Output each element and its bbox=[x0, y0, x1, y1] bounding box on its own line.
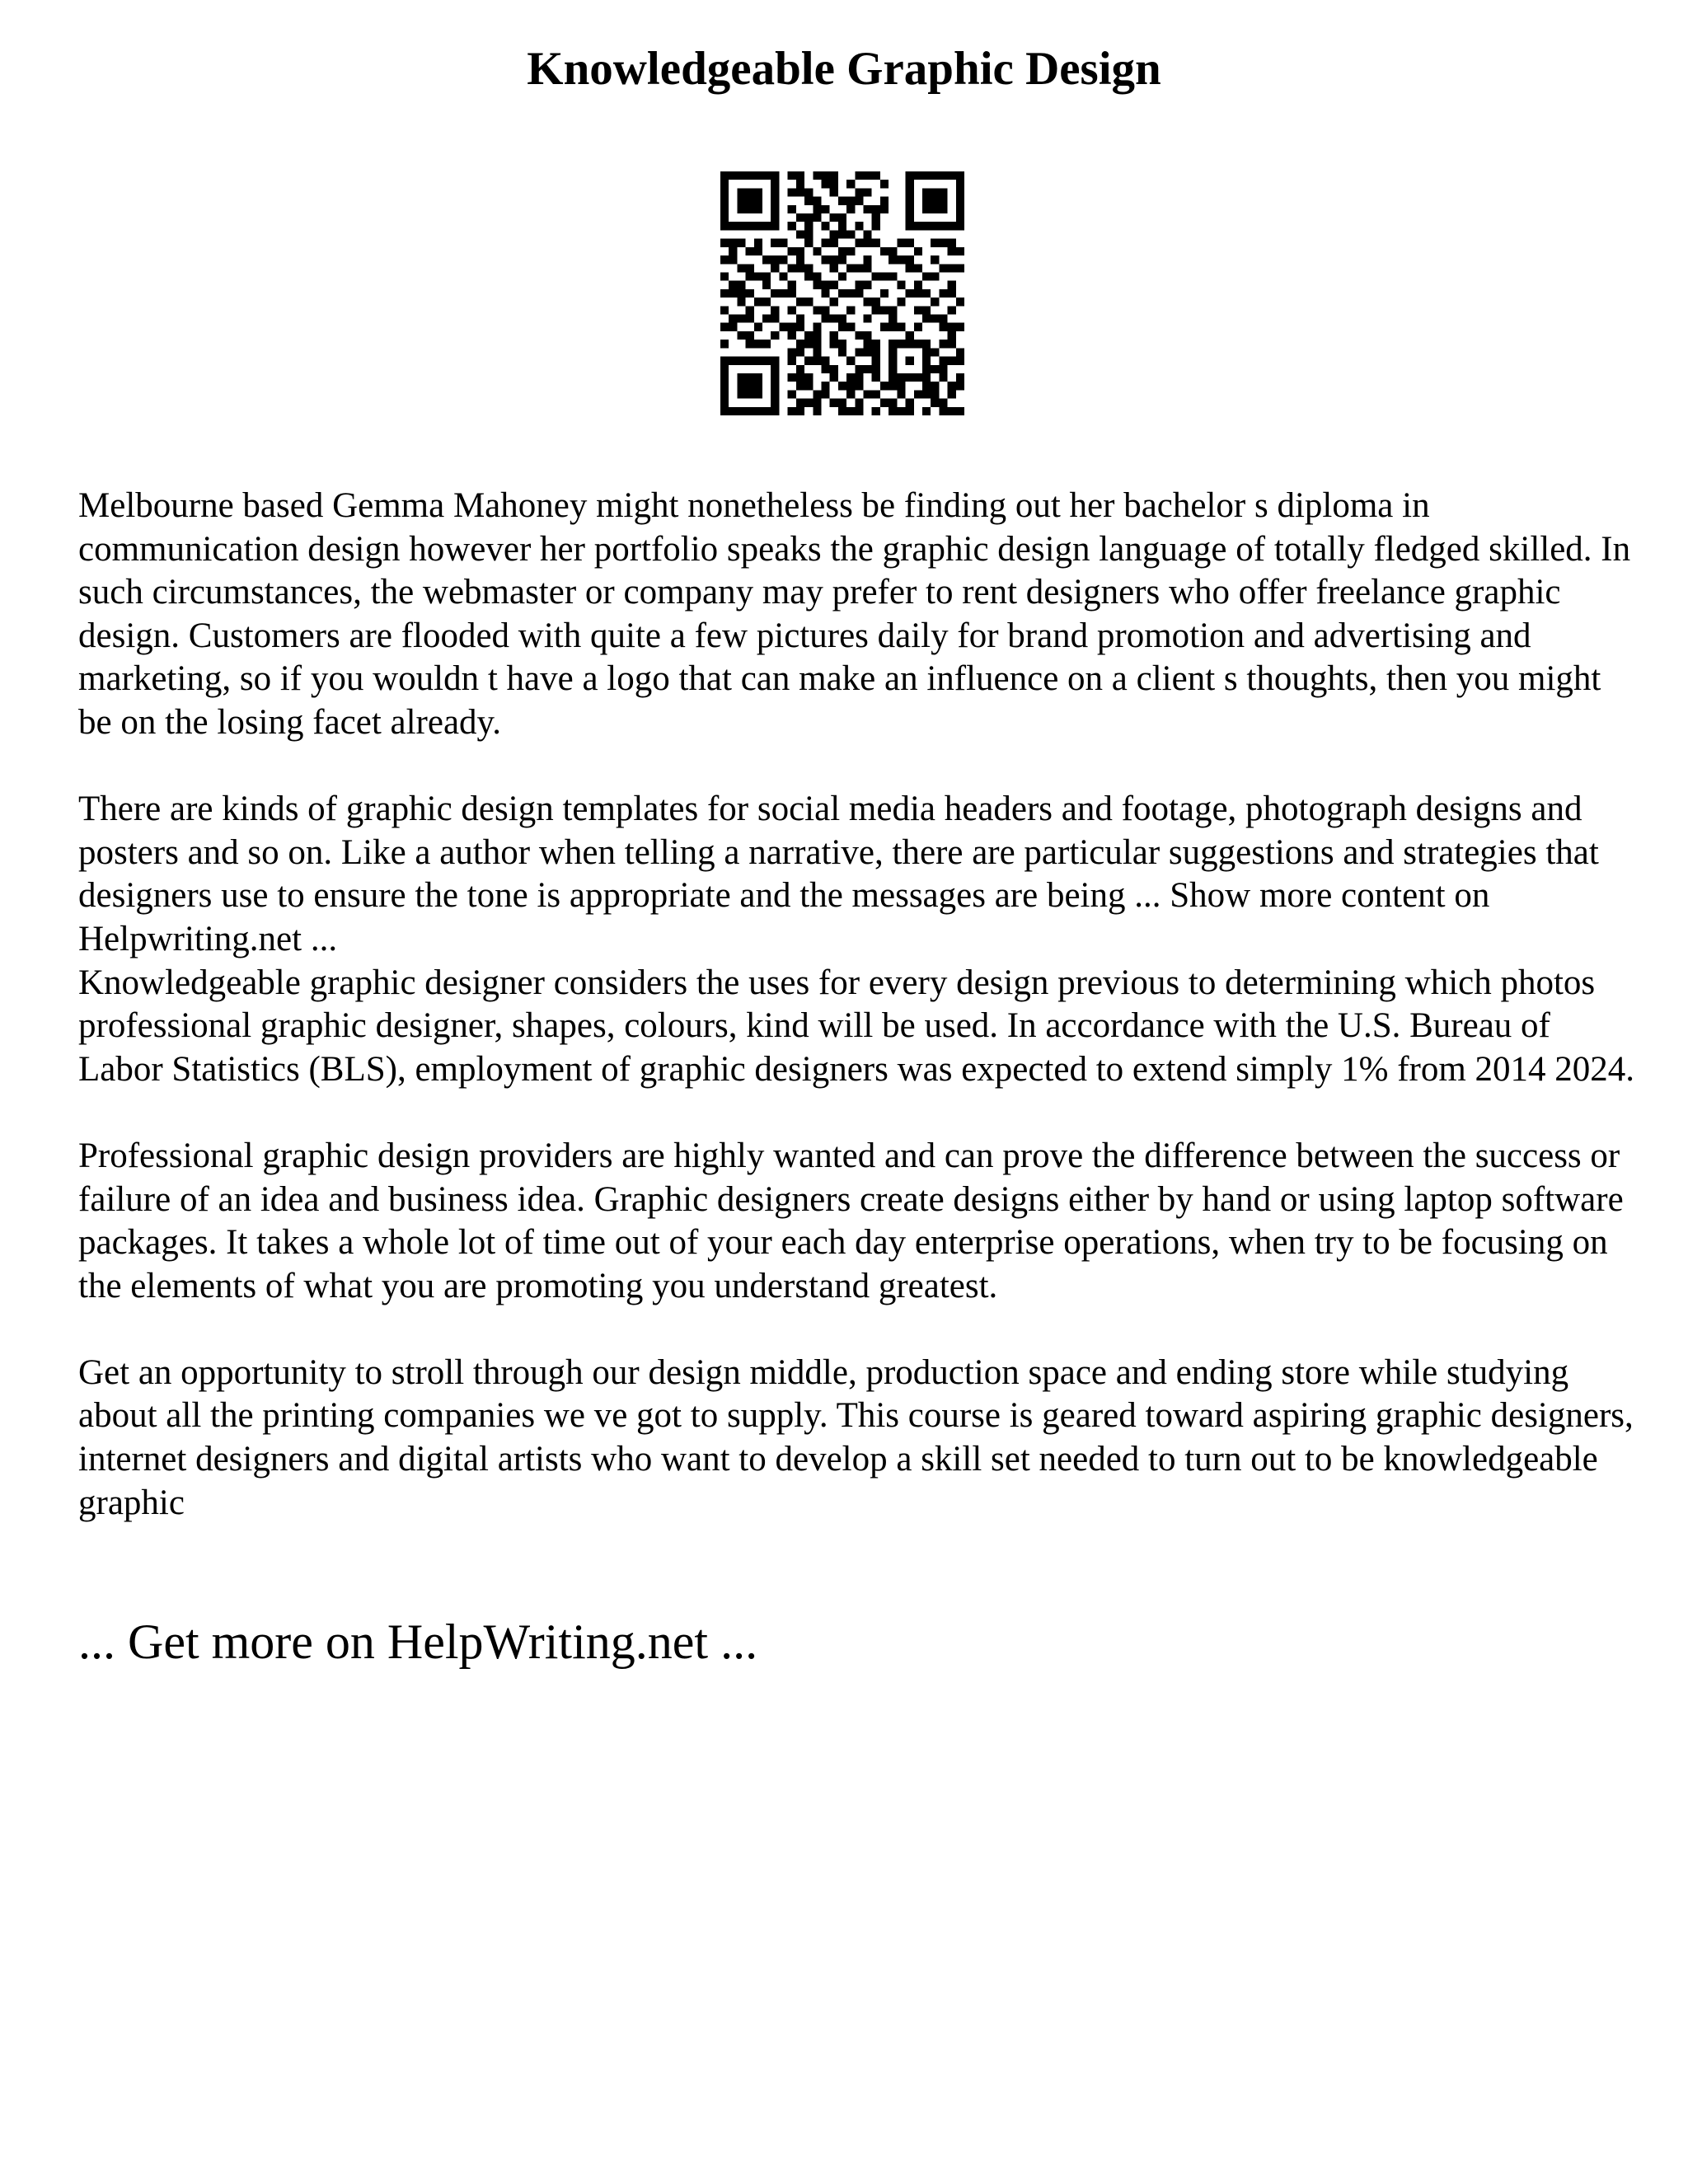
paragraph: Professional graphic design providers are highly wanted and can prove the difference between the success or failure of an idea and business idea. Graphic designers create designs either by hand or using laptop software packages. It takes a whole lot of time out of your each day enterprise operations, when try to be focusing on the elements of what you are promoting you understand greatest. bbox=[78, 1136, 1624, 1305]
paragraph: There are kinds of graphic design templates for social media headers and footage, photograph designs and posters and so on. Like a author when telling a narrative, there are particular suggestions and strategies that designers use to ensure the tone is appropriate and the messages are being ... Show more content on Helpwriting.net ... bbox=[78, 790, 1599, 958]
get-more-link[interactable]: ... Get more on HelpWriting.net ... bbox=[78, 1615, 758, 1669]
qr-code-icon bbox=[720, 171, 964, 415]
paragraph: Knowledgeable graphic designer considers the uses for every design previous to determining which photos professional graphic designer, shapes, colours, kind will be used. In accordance with the U.S. Bureau of Labor Statistics (BLS), employment of graphic designers was expected to extend simply 1% from 2014 2024. bbox=[78, 963, 1635, 1089]
article-body bbox=[78, 485, 1636, 1525]
paragraph: Get an opportunity to stroll through our design middle, production space and ending store while studying about all the printing companies we ve got to supply. This course is geared toward aspiring graphic designers, internet designers and digital artists who want to develop a skill set needed to turn out to be knowledgeable graphic bbox=[78, 1352, 1634, 1522]
page-title: Knowledgeable Graphic Design bbox=[527, 43, 1161, 95]
paragraph: Melbourne based Gemma Mahoney might nonetheless be finding out her bachelor s diploma in communication design however her portfolio speaks the graphic design language of totally fledged skilled. In such circumstances, the webmaster or company may prefer to rent designers who offer freelance graphic design. Customers are flooded with quite a few pictures daily for brand promotion and advertising and marketing, so if you wouldn t have a logo that can make an influence on a client s thoughts, then you might be on the losing facet already. bbox=[78, 486, 1631, 742]
